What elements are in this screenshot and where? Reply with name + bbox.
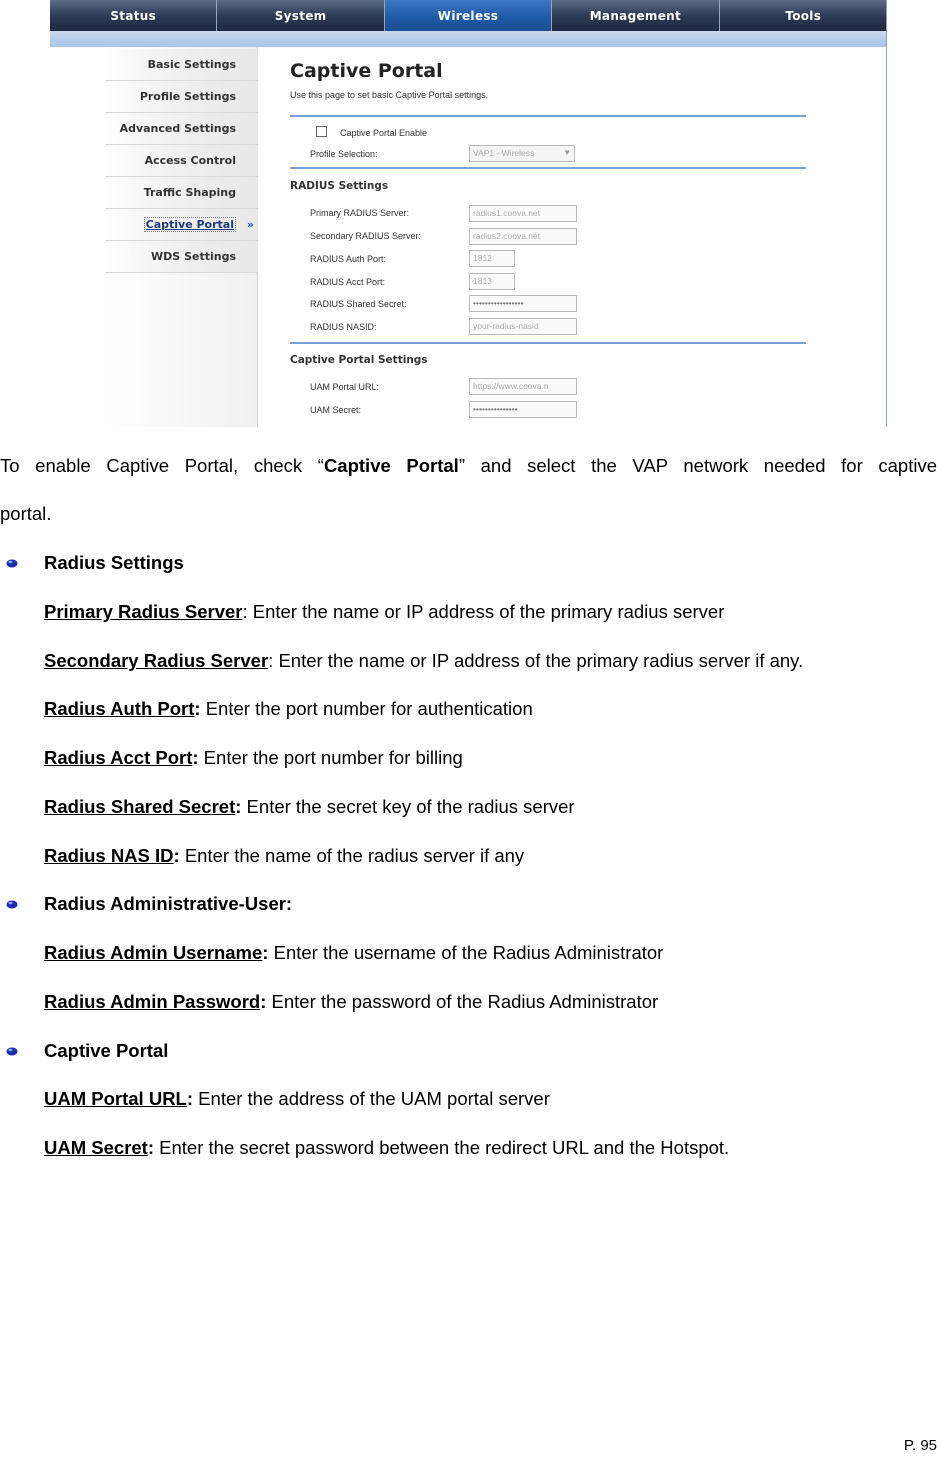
page-number: P. 95 bbox=[903, 1437, 937, 1454]
sidebar-item-basic-settings[interactable] bbox=[105, 49, 258, 81]
active-arrow-icon: » bbox=[246, 218, 254, 231]
bullet-icon bbox=[6, 900, 18, 909]
def-desc: Enter the name or IP address of the primary radius server if any. bbox=[273, 650, 804, 671]
radius-settings-heading: Radius Settings bbox=[44, 552, 184, 573]
nasid-label: RADIUS NASID: bbox=[310, 322, 377, 332]
def-radius-admin-password bbox=[44, 991, 658, 1013]
profile-select[interactable] bbox=[469, 145, 575, 162]
divider bbox=[290, 167, 806, 169]
def-radius-acct-port bbox=[44, 747, 463, 769]
sidebar-item-label: Captive Portal bbox=[145, 218, 234, 231]
sub-nav-bar bbox=[50, 31, 887, 47]
def-colon: : bbox=[192, 747, 199, 768]
nav-tab-system[interactable]: System bbox=[217, 0, 384, 31]
def-colon: : bbox=[242, 601, 248, 622]
nav-tab-tools[interactable]: Tools bbox=[785, 8, 822, 23]
captive-portal-enable-checkbox[interactable] bbox=[316, 126, 327, 137]
sidebar-item-label: Access Control bbox=[144, 154, 236, 167]
def-term: Secondary Radius Server bbox=[44, 650, 269, 671]
radius-admin-heading: Radius Administrative-User: bbox=[44, 893, 293, 914]
sidebar-item-advanced-settings[interactable] bbox=[105, 113, 258, 145]
def-radius-nas-id bbox=[44, 845, 524, 867]
sidebar-item-traffic-shaping[interactable] bbox=[105, 177, 258, 209]
def-colon: : bbox=[186, 1088, 194, 1109]
sidebar bbox=[50, 47, 258, 427]
intro-line2: portal. bbox=[0, 503, 52, 524]
def-desc: Enter the address of the UAM portal server bbox=[193, 1088, 550, 1109]
enable-label: Captive Portal Enable bbox=[340, 128, 428, 138]
sidebar-item-wds-settings[interactable] bbox=[105, 241, 258, 273]
def-term: Radius Shared Secret bbox=[44, 796, 236, 817]
radius-settings-heading: RADIUS Settings bbox=[290, 180, 389, 192]
nasid-input[interactable]: your-radius-nasid bbox=[469, 318, 577, 335]
def-colon: : bbox=[194, 698, 201, 719]
def-term: Radius Acct Port bbox=[44, 747, 193, 768]
sidebar-item-label: Basic Settings bbox=[147, 58, 236, 71]
shared-secret-label: RADIUS Shared Secret: bbox=[310, 299, 407, 309]
bullet-icon bbox=[6, 559, 18, 568]
def-desc: Enter the password of the Radius Administrator bbox=[266, 991, 659, 1012]
profile-label: Profile Selection: bbox=[310, 149, 378, 159]
chevron-down-icon: ▼ bbox=[563, 148, 571, 157]
sidebar-item-label: Advanced Settings bbox=[119, 122, 236, 135]
def-term: UAM Portal URL bbox=[44, 1088, 187, 1109]
def-colon: : bbox=[147, 1137, 155, 1158]
def-term: Primary Radius Server bbox=[44, 601, 243, 622]
uam-secret-input[interactable]: ••••••••••••••• bbox=[469, 401, 577, 418]
settings-panel bbox=[290, 60, 810, 415]
shared-secret-input[interactable]: ••••••••••••••••• bbox=[469, 295, 577, 312]
uam-url-input[interactable]: https://www.coova.n bbox=[469, 378, 577, 395]
def-uam-portal-url bbox=[44, 1088, 550, 1110]
panel-subtitle: Use this page to set basic Captive Portal settings. bbox=[290, 90, 489, 100]
sidebar-item-label: Profile Settings bbox=[139, 90, 236, 103]
def-term: Radius Auth Port bbox=[44, 698, 195, 719]
sidebar-item-profile-settings[interactable] bbox=[105, 81, 258, 113]
sidebar-item-label: Traffic Shaping bbox=[143, 186, 236, 199]
def-term: UAM Secret bbox=[44, 1137, 148, 1158]
def-desc: Enter the secret password between the redirect URL and the Hotspot. bbox=[154, 1137, 730, 1158]
nav-tab-management[interactable]: Management bbox=[552, 0, 719, 31]
def-desc: Enter the username of the Radius Administrator bbox=[268, 942, 664, 963]
def-desc: Enter the port number for billing bbox=[198, 747, 463, 768]
nav-tab-wireless[interactable]: Wireless bbox=[385, 0, 552, 31]
def-secondary-radius-server bbox=[44, 650, 803, 672]
acct-port-label: RADIUS Acct Port: bbox=[310, 277, 386, 287]
def-desc: Enter the name or IP address of the primary radius server bbox=[247, 601, 725, 622]
top-nav bbox=[50, 0, 887, 31]
portal-settings-heading: Captive Portal Settings bbox=[290, 354, 428, 366]
def-primary-radius-server bbox=[44, 601, 724, 623]
sidebar-item-access-control[interactable] bbox=[105, 145, 258, 177]
intro-bold: Captive Portal bbox=[323, 455, 459, 476]
intro-paragraph bbox=[0, 455, 937, 477]
uam-secret-label: UAM Secret: bbox=[310, 405, 362, 415]
captive-portal-heading: Captive Portal bbox=[44, 1040, 169, 1061]
secondary-radius-label: Secondary RADIUS Server: bbox=[310, 231, 422, 241]
sidebar-item-label: WDS Settings bbox=[151, 250, 236, 263]
primary-radius-label: Primary RADIUS Server: bbox=[310, 208, 410, 218]
def-term: Radius Admin Username bbox=[44, 942, 263, 963]
def-colon: : bbox=[262, 942, 269, 963]
uam-url-label: UAM Portal URL: bbox=[310, 382, 380, 392]
auth-port-label: RADIUS Auth Port: bbox=[310, 254, 387, 264]
intro-before: To enable Captive Portal, check “ bbox=[0, 455, 324, 476]
captive-portal-screenshot bbox=[50, 0, 887, 427]
def-term: Radius Admin Password bbox=[44, 991, 261, 1012]
bullet-icon bbox=[6, 1047, 18, 1056]
divider bbox=[290, 342, 806, 344]
def-colon: : bbox=[260, 991, 267, 1012]
def-desc: Enter the secret key of the radius server bbox=[241, 796, 575, 817]
def-radius-admin-username bbox=[44, 942, 663, 964]
def-desc: Enter the port number for authentication bbox=[200, 698, 533, 719]
secondary-radius-input[interactable]: radius2.coova.net bbox=[469, 228, 577, 245]
def-radius-shared-secret bbox=[44, 796, 575, 818]
intro-after: ” and select the VAP network needed for captive bbox=[458, 455, 937, 476]
def-colon: : bbox=[268, 650, 274, 671]
def-desc: Enter the name of the radius server if any bbox=[179, 845, 525, 866]
acct-port-input[interactable]: 1813 bbox=[469, 273, 515, 290]
auth-port-input[interactable]: 1812 bbox=[469, 250, 515, 267]
divider bbox=[290, 115, 806, 117]
nav-tab-status[interactable]: Status bbox=[50, 0, 217, 31]
def-colon: : bbox=[173, 845, 180, 866]
panel-title: Captive Portal bbox=[290, 60, 443, 82]
sidebar-item-captive-portal[interactable] bbox=[105, 209, 258, 241]
profile-select-value: VAP1 - Wireless bbox=[473, 148, 535, 158]
def-colon: : bbox=[235, 796, 242, 817]
def-radius-auth-port bbox=[44, 698, 533, 720]
def-uam-secret bbox=[44, 1137, 729, 1159]
primary-radius-input[interactable]: radius1.coova.net bbox=[469, 205, 577, 222]
def-term: Radius NAS ID bbox=[44, 845, 174, 866]
